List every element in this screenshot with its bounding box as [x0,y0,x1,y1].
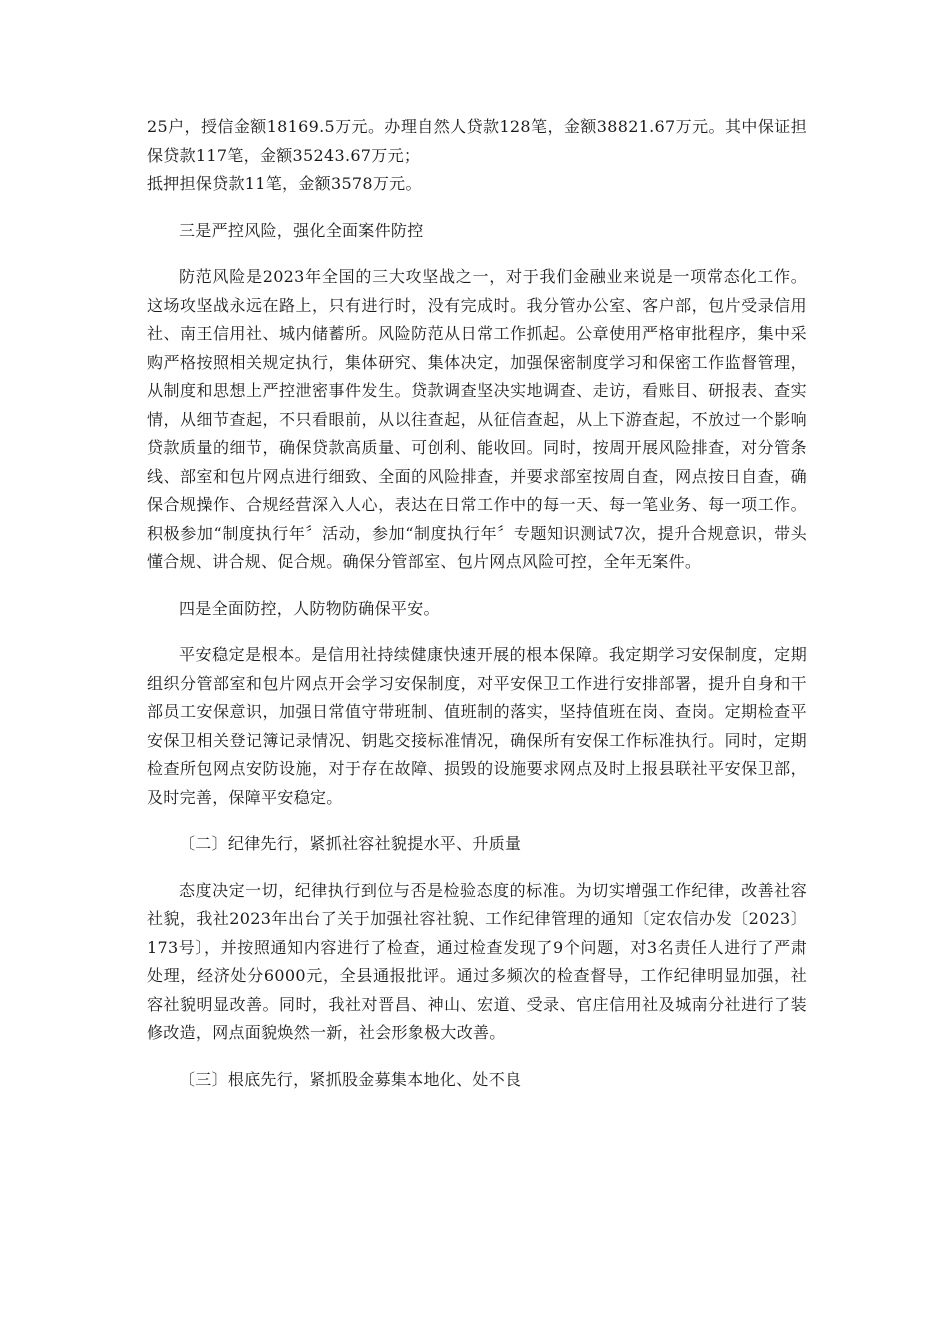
paragraph-safety: 平安稳定是根本。是信用社持续健康快速开展的根本保障。我定期学习安保制度，定期组织分管部室和包片网点开会学习安保制度，对平安保卫工作进行安排部署，提升自身和干部员工安保意识，加强日常值守带班制、值班制的落实，坚持值班在岗、查岗。定期检查平安保卫相关登记簿记录情况、钥匙交接标准情况，确保所有安保工作标准执行。同时，定期检查所包网点安防设施，对于存在故障、损毁的设施要求网点及时上报县联社平安保卫部，及时完善，保障平安稳定。 [147,645,807,807]
section-heading-foundation: 〔三〕根底先行，紧抓股金募集本地化、处不良 [179,1069,522,1089]
paragraph-risk-control: 防范风险是2023年全国的三大攻坚战之一，对于我们金融业来说是一项常态化工作。这场攻坚战永远在路上，只有进行时，没有完成时。我分管办公室、客户部，包片受录信用社、南王信用社、城内储蓄所。风险防范从日常工作抓起。公章使用严格审批程序，集中采购严格按照相关规定执行，集体研究、集体决定，加强保密制度学习和保密工作监督管理，从制度和思想上严控泄密事件发生。贷款调查坚决实地调查、走访，看账目、研报表、查实情，从细节查起，不只看眼前，从以往查起，从征信查起，从上下游查起，不放过一个影响贷款质量的细节，确保贷款高质量、可创利、能收回。同时，按周开展风险排查，对分管条线、部室和包片网点进行细致、全面的风险排查，并要求部室按周自查，网点按日自查，确保合规操作、合规经营深入人心，表达在日常工作中的每一天、每一笔业务、每一项工作。积极参加“制度执行年〞活动，参加“制度执行年〞专题知识测试7次，提升合规意识，带头懂合规、讲合规、促合规。确保分管部室、包片网点风险可控，全年无案件。 [147,267,807,571]
document-body [147,113,807,1094]
section-heading-safety: 四是全面防控，人防物防确保平安。 [179,598,440,618]
paragraph-discipline: 态度决定一切，纪律执行到位与否是检验态度的标准。为切实增强工作纪律，改善社容社貌，我社2023年出台了关于加强社容社貌、工作纪律管理的通知〔定农信办发〔2023〕173号〕，并按照通知内容进行了检查，通过检查发现了9个问题，对3名责任人进行了严肃处理，经济处分6000元，全县通报批评。通过多频次的检查督导，工作纪律明显加强，社容社貌明显改善。同时，我社对晋昌、神山、宏道、受录、官庄信用社及城南分社进行了装修改造，网点面貌焕然一新，社会形象极大改善。 [147,880,807,1042]
paragraph-mortgage-loans: 抵押担保贷款11笔，金额3578万元。 [147,174,422,193]
paragraph-loan-summary: 25户，授信金额18169.5万元。办理自然人贷款128笔，金额38821.67万元。其中保证担保贷款117笔，金额35243.67万元； [147,117,807,165]
section-heading-discipline: 〔二〕纪律先行，紧抓社容社貌提水平、升质量 [179,834,522,853]
section-heading-risk-control: 三是严控风险，强化全面案件防控 [179,220,424,240]
